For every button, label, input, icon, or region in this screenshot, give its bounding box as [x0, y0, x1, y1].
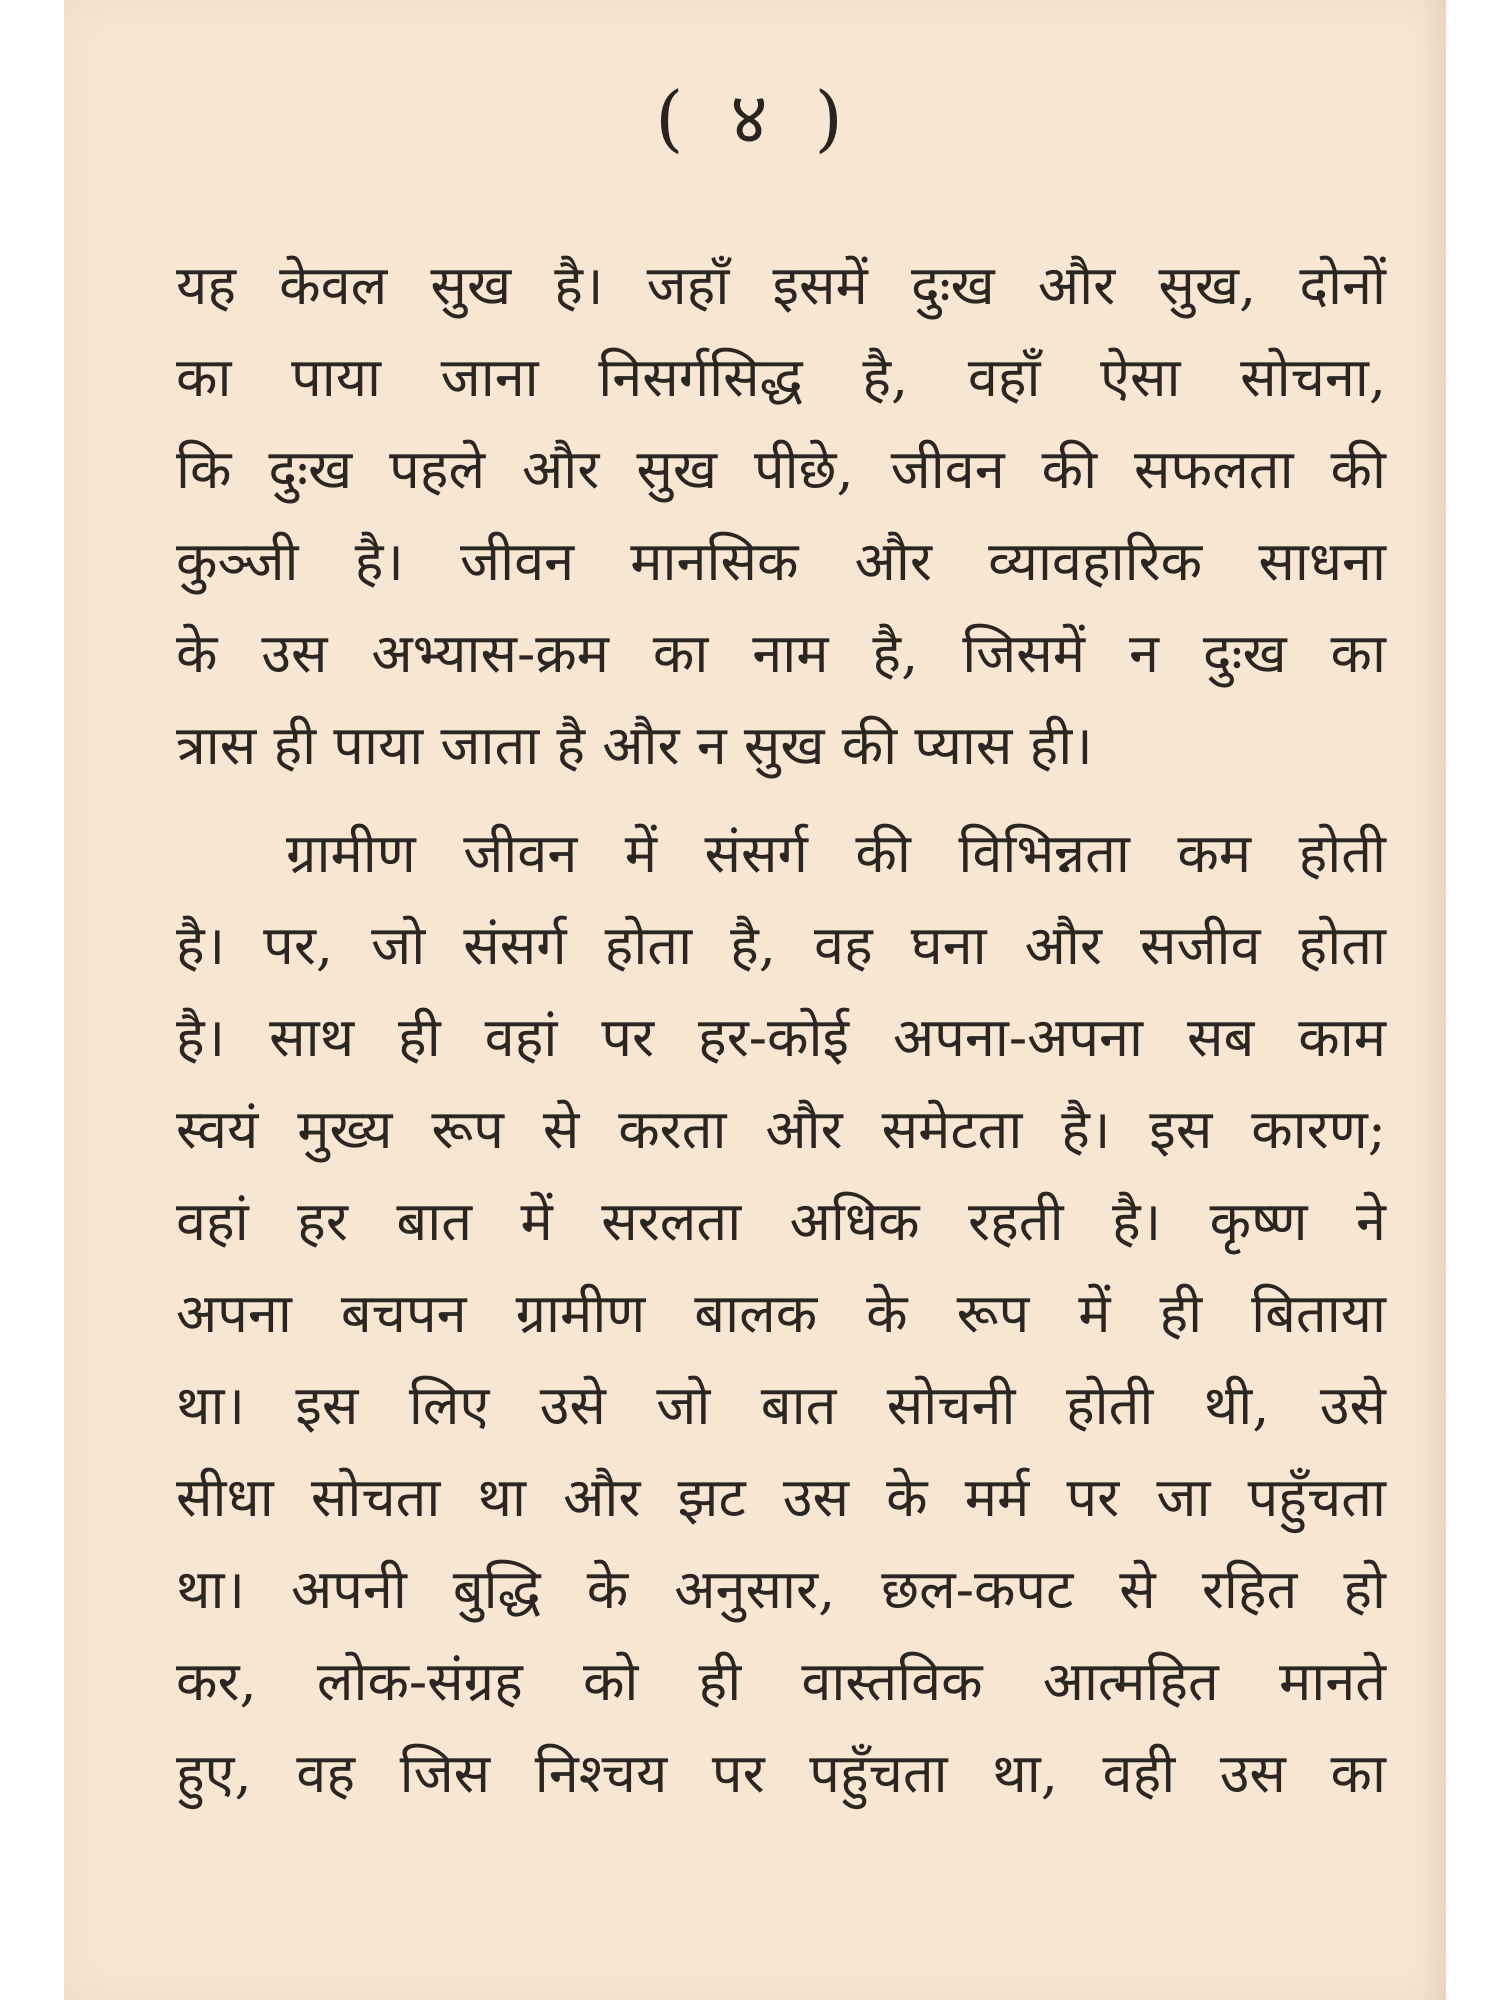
text-line: स्वयं मुख्य रूप से करता और समेटता है। इस कारण; [176, 1098, 1386, 1161]
text-line: अपना बचपन ग्रामीण बालक के रूप में ही बिताया [176, 1282, 1386, 1345]
text-line: कर, लोक-संग्रह को ही वास्तविक आत्महित मानते [176, 1650, 1386, 1713]
text-line: यह केवल सुख है। जहाँ इसमें दुःख और सुख, दोनों [176, 254, 1386, 317]
text-line: का पाया जाना निसर्गसिद्ध है, वहाँ ऐसा सोचना, [176, 346, 1386, 409]
page-edge-shadow [1420, 0, 1446, 2000]
page-number: ( ४ ) [655, 76, 855, 160]
book-page [64, 0, 1446, 2000]
text-line: था। इस लिए उसे जो बात सोचनी होती थी, उसे [176, 1374, 1386, 1437]
text-line: हुए, वह जिस निश्चय पर पहुँचता था, वही उस का [176, 1742, 1386, 1805]
text-line: वहां हर बात में सरलता अधिक रहती है। कृष्ण ने [176, 1190, 1386, 1253]
text-line: कि दुःख पहले और सुख पीछे, जीवन की सफलता की [176, 438, 1386, 501]
page-body [176, 240, 1386, 1820]
text-line: के उस अभ्यास-क्रम का नाम है, जिसमें न दुःख का [176, 622, 1386, 685]
text-line: था। अपनी बुद्धि के अनुसार, छल-कपट से रहित हो [176, 1558, 1386, 1621]
text-line: है। पर, जो संसर्ग होता है, वह घना और सजीव होता [176, 914, 1386, 977]
text-line: ग्रामीण जीवन में संसर्ग की विभिन्नता कम होती [286, 822, 1386, 885]
text-line: है। साथ ही वहां पर हर-कोई अपना-अपना सब काम [176, 1006, 1386, 1069]
paragraph-gap [176, 792, 1386, 808]
text-line: त्रास ही पाया जाता है और न सुख की प्यास ही। [176, 714, 1093, 777]
text-line: सीधा सोचता था और झट उस के मर्म पर जा पहुँचता [176, 1466, 1386, 1529]
text-line: कुञ्जी है। जीवन मानसिक और व्यावहारिक साधना [176, 530, 1386, 593]
